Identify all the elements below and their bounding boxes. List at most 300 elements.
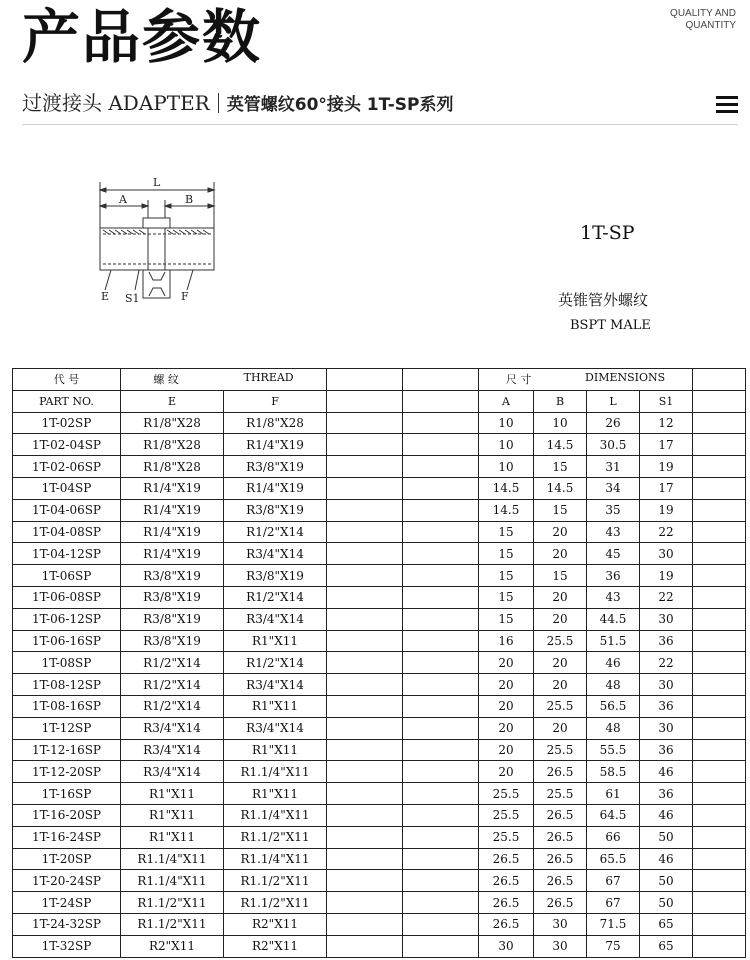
cell-dim-b: 26.5 bbox=[534, 826, 587, 848]
cell-blank bbox=[403, 499, 479, 521]
table-row bbox=[13, 543, 746, 565]
cell-dim-a: 15 bbox=[479, 521, 534, 543]
cell-blank bbox=[403, 761, 479, 783]
header-code: 代 号 bbox=[13, 369, 121, 391]
cell-blank bbox=[693, 717, 746, 739]
cell-part: 1T-32SP bbox=[13, 935, 121, 957]
cell-blank bbox=[693, 652, 746, 674]
cell-blank bbox=[327, 674, 403, 696]
cell-part: 1T-06-16SP bbox=[13, 630, 121, 652]
cell-dim-s1: 30 bbox=[640, 674, 693, 696]
cell-blank bbox=[403, 608, 479, 630]
cell-blank bbox=[693, 434, 746, 456]
cell-dim-s1: 65 bbox=[640, 913, 693, 935]
cell-dim-s1: 36 bbox=[640, 783, 693, 805]
cell-blank bbox=[693, 739, 746, 761]
table-row bbox=[13, 804, 746, 826]
cell-thread-e: R3/8"X19 bbox=[121, 608, 224, 630]
cell-thread-e: R1.1/2"X11 bbox=[121, 913, 224, 935]
cell-thread-e: R3/8"X19 bbox=[121, 565, 224, 587]
cell-thread-e: R1/4"X19 bbox=[121, 477, 224, 499]
cell-dim-s1: 30 bbox=[640, 543, 693, 565]
cell-blank bbox=[693, 477, 746, 499]
cell-dim-s1: 12 bbox=[640, 412, 693, 434]
cell-thread-f: R1"X11 bbox=[224, 695, 327, 717]
cell-blank bbox=[403, 695, 479, 717]
cell-part: 1T-02-04SP bbox=[13, 434, 121, 456]
cell-dim-s1: 65 bbox=[640, 935, 693, 957]
cell-part: 1T-02-06SP bbox=[13, 456, 121, 478]
header-blank bbox=[403, 369, 479, 391]
cell-dim-s1: 36 bbox=[640, 695, 693, 717]
cell-blank bbox=[327, 565, 403, 587]
cell-dim-a: 14.5 bbox=[479, 477, 534, 499]
cell-dim-a: 25.5 bbox=[479, 804, 534, 826]
spec-table-body bbox=[13, 369, 746, 958]
header-thread-en: THREAD bbox=[243, 371, 294, 385]
cell-thread-f: R1.1/2"X11 bbox=[224, 892, 327, 914]
cell-dim-b: 20 bbox=[534, 586, 587, 608]
cell-blank bbox=[327, 543, 403, 565]
cell-blank bbox=[693, 913, 746, 935]
table-row bbox=[13, 848, 746, 870]
cell-dim-a: 20 bbox=[479, 695, 534, 717]
cell-blank bbox=[693, 608, 746, 630]
cell-thread-f: R3/4"X14 bbox=[224, 543, 327, 565]
cell-dim-a: 15 bbox=[479, 608, 534, 630]
cell-dim-a: 16 bbox=[479, 630, 534, 652]
cell-dim-a: 20 bbox=[479, 652, 534, 674]
table-row bbox=[13, 913, 746, 935]
cell-dim-s1: 22 bbox=[640, 586, 693, 608]
cell-dim-b: 14.5 bbox=[534, 434, 587, 456]
cell-blank bbox=[693, 412, 746, 434]
cell-dim-b: 25.5 bbox=[534, 695, 587, 717]
cell-blank bbox=[327, 804, 403, 826]
cell-blank bbox=[327, 456, 403, 478]
cell-blank bbox=[693, 870, 746, 892]
cell-blank bbox=[693, 521, 746, 543]
cell-dim-a: 20 bbox=[479, 761, 534, 783]
cell-thread-f: R1/4"X19 bbox=[224, 434, 327, 456]
cell-dim-b: 20 bbox=[534, 608, 587, 630]
table-row bbox=[13, 717, 746, 739]
cell-blank bbox=[403, 412, 479, 434]
cell-part: 1T-04-12SP bbox=[13, 543, 121, 565]
cell-blank bbox=[403, 674, 479, 696]
cell-dim-l: 64.5 bbox=[587, 804, 640, 826]
header-blank bbox=[403, 390, 479, 412]
table-row bbox=[13, 521, 746, 543]
cell-thread-e: R1.1/2"X11 bbox=[121, 892, 224, 914]
cell-dim-b: 25.5 bbox=[534, 739, 587, 761]
header-e: E bbox=[121, 390, 224, 412]
cell-blank bbox=[327, 913, 403, 935]
cell-dim-a: 15 bbox=[479, 543, 534, 565]
cell-part: 1T-12SP bbox=[13, 717, 121, 739]
cell-dim-l: 55.5 bbox=[587, 739, 640, 761]
cell-thread-f: R3/8"X19 bbox=[224, 456, 327, 478]
quality-line-1: QUALITY AND bbox=[670, 8, 736, 19]
cell-dim-b: 20 bbox=[534, 674, 587, 696]
cell-part: 1T-02SP bbox=[13, 412, 121, 434]
cell-blank bbox=[693, 456, 746, 478]
cell-dim-b: 20 bbox=[534, 521, 587, 543]
cell-dim-a: 10 bbox=[479, 412, 534, 434]
cell-thread-f: R3/8"X19 bbox=[224, 565, 327, 587]
table-row bbox=[13, 456, 746, 478]
cell-blank bbox=[403, 565, 479, 587]
cell-dim-l: 45 bbox=[587, 543, 640, 565]
cell-dim-a: 20 bbox=[479, 739, 534, 761]
header-dim-cn: 尺 寸 bbox=[505, 373, 532, 387]
cell-blank bbox=[693, 565, 746, 587]
cell-blank bbox=[327, 783, 403, 805]
cell-dim-b: 26.5 bbox=[534, 761, 587, 783]
cell-blank bbox=[403, 913, 479, 935]
cell-thread-f: R1"X11 bbox=[224, 783, 327, 805]
cell-blank bbox=[327, 826, 403, 848]
cell-thread-f: R1/2"X14 bbox=[224, 521, 327, 543]
drawing-label-e: E bbox=[101, 290, 110, 303]
table-row bbox=[13, 761, 746, 783]
cell-dim-a: 15 bbox=[479, 565, 534, 587]
spec-table bbox=[12, 368, 746, 958]
cell-dim-l: 56.5 bbox=[587, 695, 640, 717]
table-row bbox=[13, 783, 746, 805]
cell-thread-e: R1/4"X19 bbox=[121, 521, 224, 543]
adapter-drawing bbox=[95, 172, 225, 312]
cell-dim-l: 26 bbox=[587, 412, 640, 434]
cell-dim-s1: 17 bbox=[640, 434, 693, 456]
table-row bbox=[13, 870, 746, 892]
table-row bbox=[13, 892, 746, 914]
table-row bbox=[13, 630, 746, 652]
cell-part: 1T-06-12SP bbox=[13, 608, 121, 630]
cell-thread-e: R3/8"X19 bbox=[121, 630, 224, 652]
cell-dim-l: 67 bbox=[587, 892, 640, 914]
cell-thread-f: R1"X11 bbox=[224, 739, 327, 761]
cell-thread-f: R3/8"X19 bbox=[224, 499, 327, 521]
cell-part: 1T-04SP bbox=[13, 477, 121, 499]
header-a: A bbox=[479, 390, 534, 412]
cell-dim-s1: 17 bbox=[640, 477, 693, 499]
cell-dim-s1: 30 bbox=[640, 717, 693, 739]
cell-blank bbox=[327, 739, 403, 761]
cell-dim-l: 31 bbox=[587, 456, 640, 478]
cell-thread-e: R3/4"X14 bbox=[121, 739, 224, 761]
cell-blank bbox=[403, 521, 479, 543]
cell-dim-s1: 22 bbox=[640, 521, 693, 543]
cell-part: 1T-06SP bbox=[13, 565, 121, 587]
cell-blank bbox=[327, 848, 403, 870]
header-thread bbox=[121, 369, 327, 391]
cell-blank bbox=[403, 652, 479, 674]
table-row bbox=[13, 477, 746, 499]
cell-part: 1T-04-06SP bbox=[13, 499, 121, 521]
cell-dim-l: 36 bbox=[587, 565, 640, 587]
cell-blank bbox=[403, 804, 479, 826]
cell-blank bbox=[693, 935, 746, 957]
cell-dim-b: 26.5 bbox=[534, 804, 587, 826]
cell-dim-b: 30 bbox=[534, 935, 587, 957]
page-title: 产品参数 bbox=[22, 3, 263, 71]
cell-dim-a: 20 bbox=[479, 674, 534, 696]
cell-thread-e: R1.1/4"X11 bbox=[121, 848, 224, 870]
cell-blank bbox=[327, 652, 403, 674]
cell-thread-f: R1.1/2"X11 bbox=[224, 826, 327, 848]
cell-part: 1T-04-08SP bbox=[13, 521, 121, 543]
cell-dim-l: 61 bbox=[587, 783, 640, 805]
cell-dim-s1: 19 bbox=[640, 565, 693, 587]
cell-blank bbox=[327, 521, 403, 543]
cell-dim-s1: 50 bbox=[640, 892, 693, 914]
cell-blank bbox=[693, 783, 746, 805]
cell-dim-b: 20 bbox=[534, 652, 587, 674]
quality-tagline bbox=[670, 8, 736, 32]
cell-dim-l: 65.5 bbox=[587, 848, 640, 870]
cell-dim-a: 30 bbox=[479, 935, 534, 957]
cell-thread-e: R1.1/4"X11 bbox=[121, 870, 224, 892]
cell-thread-f: R1/2"X14 bbox=[224, 652, 327, 674]
cell-thread-f: R3/4"X14 bbox=[224, 717, 327, 739]
cell-thread-e: R1/4"X19 bbox=[121, 499, 224, 521]
cell-thread-f: R2"X11 bbox=[224, 935, 327, 957]
table-row bbox=[13, 565, 746, 587]
cell-blank bbox=[327, 477, 403, 499]
header-s1: S1 bbox=[640, 390, 693, 412]
cell-blank bbox=[693, 892, 746, 914]
cell-dim-s1: 50 bbox=[640, 870, 693, 892]
header-blank bbox=[327, 369, 403, 391]
cell-thread-e: R1"X11 bbox=[121, 783, 224, 805]
cell-thread-f: R1.1/4"X11 bbox=[224, 804, 327, 826]
cell-part: 1T-12-16SP bbox=[13, 739, 121, 761]
cell-blank bbox=[693, 804, 746, 826]
cell-part: 1T-20SP bbox=[13, 848, 121, 870]
cell-dim-l: 71.5 bbox=[587, 913, 640, 935]
cell-blank bbox=[403, 543, 479, 565]
cell-thread-e: R1/2"X14 bbox=[121, 652, 224, 674]
cell-dim-l: 44.5 bbox=[587, 608, 640, 630]
cell-dim-b: 26.5 bbox=[534, 870, 587, 892]
cell-thread-f: R1.1/4"X11 bbox=[224, 848, 327, 870]
header-dimensions bbox=[479, 369, 693, 391]
cell-blank bbox=[403, 456, 479, 478]
cell-blank bbox=[327, 434, 403, 456]
cell-blank bbox=[327, 608, 403, 630]
cell-thread-f: R3/4"X14 bbox=[224, 674, 327, 696]
cell-dim-a: 26.5 bbox=[479, 892, 534, 914]
cell-dim-s1: 30 bbox=[640, 608, 693, 630]
cell-blank bbox=[327, 412, 403, 434]
cell-blank bbox=[327, 499, 403, 521]
cell-blank bbox=[327, 695, 403, 717]
cell-dim-b: 15 bbox=[534, 565, 587, 587]
table-row bbox=[13, 935, 746, 957]
cell-dim-l: 66 bbox=[587, 826, 640, 848]
cell-blank bbox=[403, 717, 479, 739]
cell-thread-e: R2"X11 bbox=[121, 935, 224, 957]
cell-dim-b: 30 bbox=[534, 913, 587, 935]
cell-thread-e: R1/2"X14 bbox=[121, 674, 224, 696]
cell-dim-a: 26.5 bbox=[479, 848, 534, 870]
cell-blank bbox=[693, 761, 746, 783]
cell-blank bbox=[693, 826, 746, 848]
description-en: BSPT MALE bbox=[570, 318, 651, 333]
header-blank bbox=[693, 390, 746, 412]
cell-blank bbox=[693, 674, 746, 696]
category-label: 过渡接头 ADAPTER bbox=[22, 91, 210, 115]
cell-blank bbox=[327, 870, 403, 892]
cell-thread-e: R3/8"X19 bbox=[121, 586, 224, 608]
description-cn: 英锥管外螺纹 bbox=[558, 291, 649, 309]
cell-thread-e: R1"X11 bbox=[121, 826, 224, 848]
cell-blank bbox=[693, 848, 746, 870]
cell-dim-b: 25.5 bbox=[534, 783, 587, 805]
drawing-label-b: B bbox=[185, 193, 194, 206]
cell-thread-f: R3/4"X14 bbox=[224, 608, 327, 630]
cell-blank bbox=[403, 477, 479, 499]
header-b: B bbox=[534, 390, 587, 412]
cell-dim-l: 75 bbox=[587, 935, 640, 957]
cell-part: 1T-16SP bbox=[13, 783, 121, 805]
cell-dim-b: 10 bbox=[534, 412, 587, 434]
cell-part: 1T-08SP bbox=[13, 652, 121, 674]
cell-blank bbox=[693, 630, 746, 652]
cell-dim-l: 51.5 bbox=[587, 630, 640, 652]
cell-dim-b: 26.5 bbox=[534, 848, 587, 870]
cell-blank bbox=[693, 499, 746, 521]
cell-dim-s1: 36 bbox=[640, 739, 693, 761]
table-row bbox=[13, 586, 746, 608]
cell-thread-e: R1/8"X28 bbox=[121, 456, 224, 478]
cell-dim-a: 25.5 bbox=[479, 826, 534, 848]
cell-dim-s1: 19 bbox=[640, 499, 693, 521]
cell-dim-b: 20 bbox=[534, 717, 587, 739]
cell-part: 1T-12-20SP bbox=[13, 761, 121, 783]
table-row bbox=[13, 674, 746, 696]
cell-dim-a: 10 bbox=[479, 456, 534, 478]
header-thread-cn: 螺 纹 bbox=[153, 373, 179, 387]
cell-dim-l: 48 bbox=[587, 674, 640, 696]
table-row bbox=[13, 695, 746, 717]
cell-dim-a: 15 bbox=[479, 586, 534, 608]
cell-dim-l: 48 bbox=[587, 717, 640, 739]
cell-thread-e: R3/4"X14 bbox=[121, 761, 224, 783]
cell-thread-e: R1"X11 bbox=[121, 804, 224, 826]
cell-blank bbox=[403, 935, 479, 957]
cell-blank bbox=[327, 586, 403, 608]
cell-dim-l: 43 bbox=[587, 521, 640, 543]
cell-thread-f: R1.1/2"X11 bbox=[224, 870, 327, 892]
cell-blank bbox=[403, 630, 479, 652]
model-code: 1T-SP bbox=[580, 222, 635, 244]
cell-dim-s1: 46 bbox=[640, 804, 693, 826]
cell-blank bbox=[693, 695, 746, 717]
cell-part: 1T-06-08SP bbox=[13, 586, 121, 608]
cell-blank bbox=[327, 935, 403, 957]
table-row bbox=[13, 826, 746, 848]
cell-blank bbox=[403, 892, 479, 914]
header-l: L bbox=[587, 390, 640, 412]
cell-blank bbox=[327, 892, 403, 914]
table-row bbox=[13, 412, 746, 434]
cell-thread-f: R1/2"X14 bbox=[224, 586, 327, 608]
table-row bbox=[13, 739, 746, 761]
cell-blank bbox=[403, 848, 479, 870]
cell-blank bbox=[403, 870, 479, 892]
cell-thread-e: R3/4"X14 bbox=[121, 717, 224, 739]
menu-icon[interactable] bbox=[716, 96, 738, 114]
cell-dim-b: 15 bbox=[534, 499, 587, 521]
cell-part: 1T-24-32SP bbox=[13, 913, 121, 935]
header-part: PART NO. bbox=[13, 390, 121, 412]
cell-dim-l: 43 bbox=[587, 586, 640, 608]
heading-divider bbox=[22, 124, 738, 125]
cell-dim-l: 46 bbox=[587, 652, 640, 674]
cell-part: 1T-08-16SP bbox=[13, 695, 121, 717]
cell-blank bbox=[327, 630, 403, 652]
cell-part: 1T-16-20SP bbox=[13, 804, 121, 826]
table-row bbox=[13, 652, 746, 674]
cell-thread-e: R1/8"X28 bbox=[121, 434, 224, 456]
cell-dim-l: 30.5 bbox=[587, 434, 640, 456]
cell-dim-s1: 22 bbox=[640, 652, 693, 674]
cell-thread-f: R1/8"X28 bbox=[224, 412, 327, 434]
cell-dim-s1: 46 bbox=[640, 848, 693, 870]
cell-dim-a: 20 bbox=[479, 717, 534, 739]
cell-dim-a: 25.5 bbox=[479, 783, 534, 805]
cell-dim-s1: 19 bbox=[640, 456, 693, 478]
header-blank bbox=[693, 369, 746, 391]
header-blank bbox=[327, 390, 403, 412]
cell-blank bbox=[327, 761, 403, 783]
drawing-label-a: A bbox=[119, 193, 127, 206]
drawing-label-l: L bbox=[153, 176, 161, 189]
cell-dim-s1: 50 bbox=[640, 826, 693, 848]
quality-line-2: QUANTITY bbox=[685, 20, 736, 31]
cell-part: 1T-16-24SP bbox=[13, 826, 121, 848]
cell-thread-f: R2"X11 bbox=[224, 913, 327, 935]
cell-dim-b: 20 bbox=[534, 543, 587, 565]
heading-separator bbox=[218, 93, 219, 113]
table-row bbox=[13, 499, 746, 521]
cell-dim-l: 34 bbox=[587, 477, 640, 499]
drawing-label-f: F bbox=[181, 290, 189, 303]
table-header-row-2 bbox=[13, 390, 746, 412]
cell-dim-a: 26.5 bbox=[479, 913, 534, 935]
cell-dim-l: 58.5 bbox=[587, 761, 640, 783]
cell-thread-f: R1/4"X19 bbox=[224, 477, 327, 499]
cell-dim-a: 10 bbox=[479, 434, 534, 456]
cell-thread-f: R1.1/4"X11 bbox=[224, 761, 327, 783]
cell-blank bbox=[403, 434, 479, 456]
cell-blank bbox=[403, 783, 479, 805]
header-dim-en: DIMENSIONS bbox=[585, 371, 666, 385]
cell-dim-s1: 46 bbox=[640, 761, 693, 783]
cell-blank bbox=[403, 586, 479, 608]
table-row bbox=[13, 434, 746, 456]
cell-blank bbox=[693, 586, 746, 608]
cell-blank bbox=[327, 717, 403, 739]
cell-dim-b: 26.5 bbox=[534, 892, 587, 914]
table-header-row-1 bbox=[13, 369, 746, 391]
header-f: F bbox=[224, 390, 327, 412]
cell-dim-s1: 36 bbox=[640, 630, 693, 652]
cell-thread-e: R1/8"X28 bbox=[121, 412, 224, 434]
cell-part: 1T-08-12SP bbox=[13, 674, 121, 696]
